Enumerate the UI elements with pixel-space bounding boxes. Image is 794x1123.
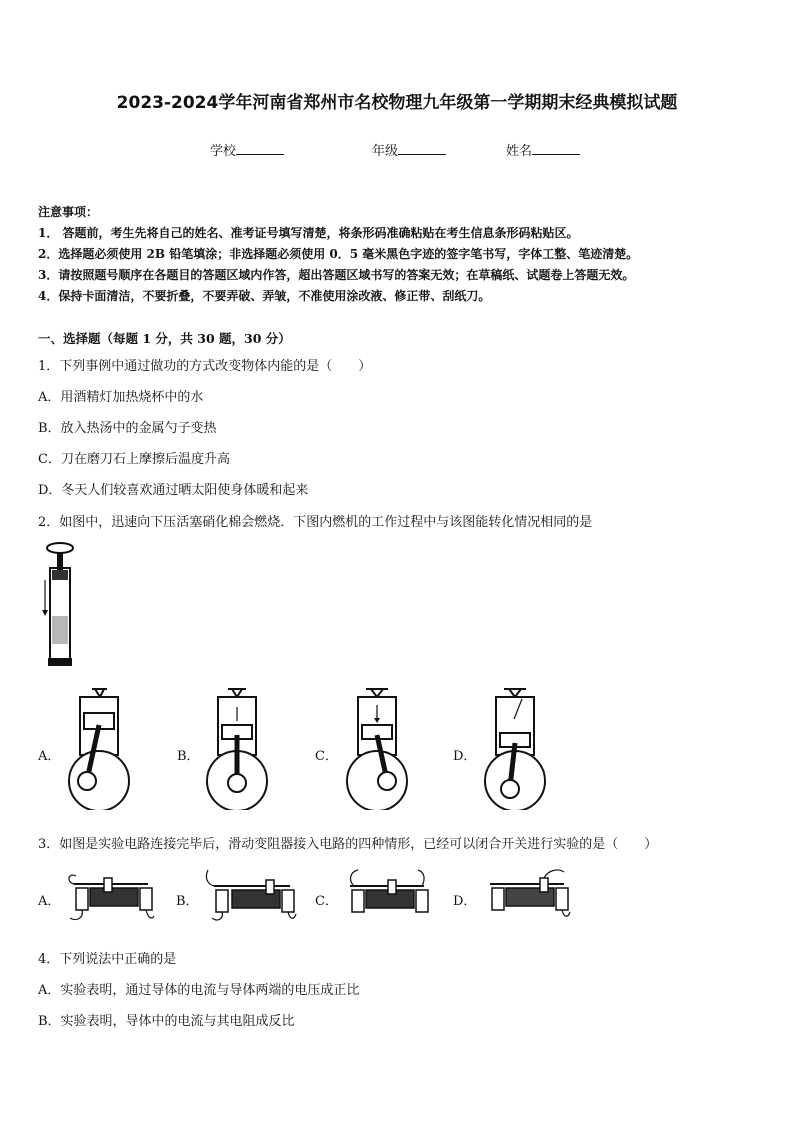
fire-piston-figure [40, 540, 80, 670]
q2-stem: 2．如图中，迅速向下压活塞硝化棉会燃烧．下图内燃机的工作过程中与该图能转化情况相同的是 [38, 515, 593, 530]
engine-stroke-a [62, 685, 137, 810]
rheostat-c [338, 868, 433, 923]
q3-label-a: A． [38, 894, 61, 909]
school-field [210, 140, 284, 159]
notice-item: 2．选择题必须使用 2B 铅笔填涂；非选择题必须使用 0．5 毫米黑色字迹的签字笔书写，字体工整、笔迹清楚。 [38, 247, 639, 261]
q1-option-a: A．用酒精灯加热烧杯中的水 [38, 390, 204, 405]
q1-option-b: B．放入热汤中的金属勺子变热 [38, 421, 217, 436]
name-blank [532, 142, 580, 155]
rheostat-a [62, 868, 157, 923]
q2-label-d: D． [453, 749, 477, 764]
q3-label-c: C． [315, 894, 338, 909]
school-blank [236, 142, 284, 155]
q3-label-d: D． [453, 894, 477, 909]
name-field [506, 140, 580, 159]
page-title: 2023-2024学年河南省郑州市名校物理九年级第一学期期末经典模拟试题 [116, 93, 678, 113]
q1-option-d: D．冬天人们较喜欢通过晒太阳使身体暖和起来 [38, 483, 309, 498]
q4-option-a: A．实验表明，通过导体的电流与导体两端的电压成正比 [38, 983, 360, 998]
q1-option-c: C．刀在磨刀石上摩擦后温度升高 [38, 452, 230, 467]
engine-stroke-b [200, 685, 275, 810]
section-heading: 一、选择题（每题 1 分，共 30 题，30 分） [38, 331, 291, 346]
school-label: 学校 [210, 144, 237, 159]
grade-blank [398, 142, 446, 155]
q4-option-b: B．实验表明，导体中的电流与其电阻成反比 [38, 1014, 295, 1029]
grade-field [372, 140, 446, 159]
rheostat-b [200, 868, 300, 923]
q3-stem: 3．如图是实验电路连接完毕后，滑动变阻器接入电路的四种情形，已经可以闭合开关进行实验的是（ ） [38, 837, 658, 852]
q2-label-c: C． [315, 749, 338, 764]
name-label: 姓名 [506, 144, 533, 159]
notice-item: 1． 答题前，考生先将自己的姓名、准考证号填写清楚，将条形码准确粘贴在考生信息条形码粘贴区。 [38, 226, 579, 240]
q3-label-b: B． [176, 894, 199, 909]
grade-label: 年级 [372, 144, 399, 159]
rheostat-d [478, 866, 573, 921]
q4-stem: 4．下列说法中正确的是 [38, 952, 177, 967]
q2-label-b: B． [177, 749, 200, 764]
notice-item: 3．请按照题号顺序在各题目的答题区域内作答，超出答题区域书写的答案无效；在草稿纸、试题卷上答题无效。 [38, 268, 635, 282]
q1-stem: 1．下列事例中通过做功的方式改变物体内能的是（ ） [38, 359, 372, 374]
q2-label-a: A． [38, 749, 61, 764]
notice-heading: 注意事项： [38, 205, 99, 219]
engine-stroke-d [478, 685, 553, 810]
engine-stroke-c [340, 685, 415, 810]
notice-item: 4．保持卡面清洁，不要折叠，不要弄破、弄皱，不准使用涂改液、修正带、刮纸刀。 [38, 289, 491, 303]
